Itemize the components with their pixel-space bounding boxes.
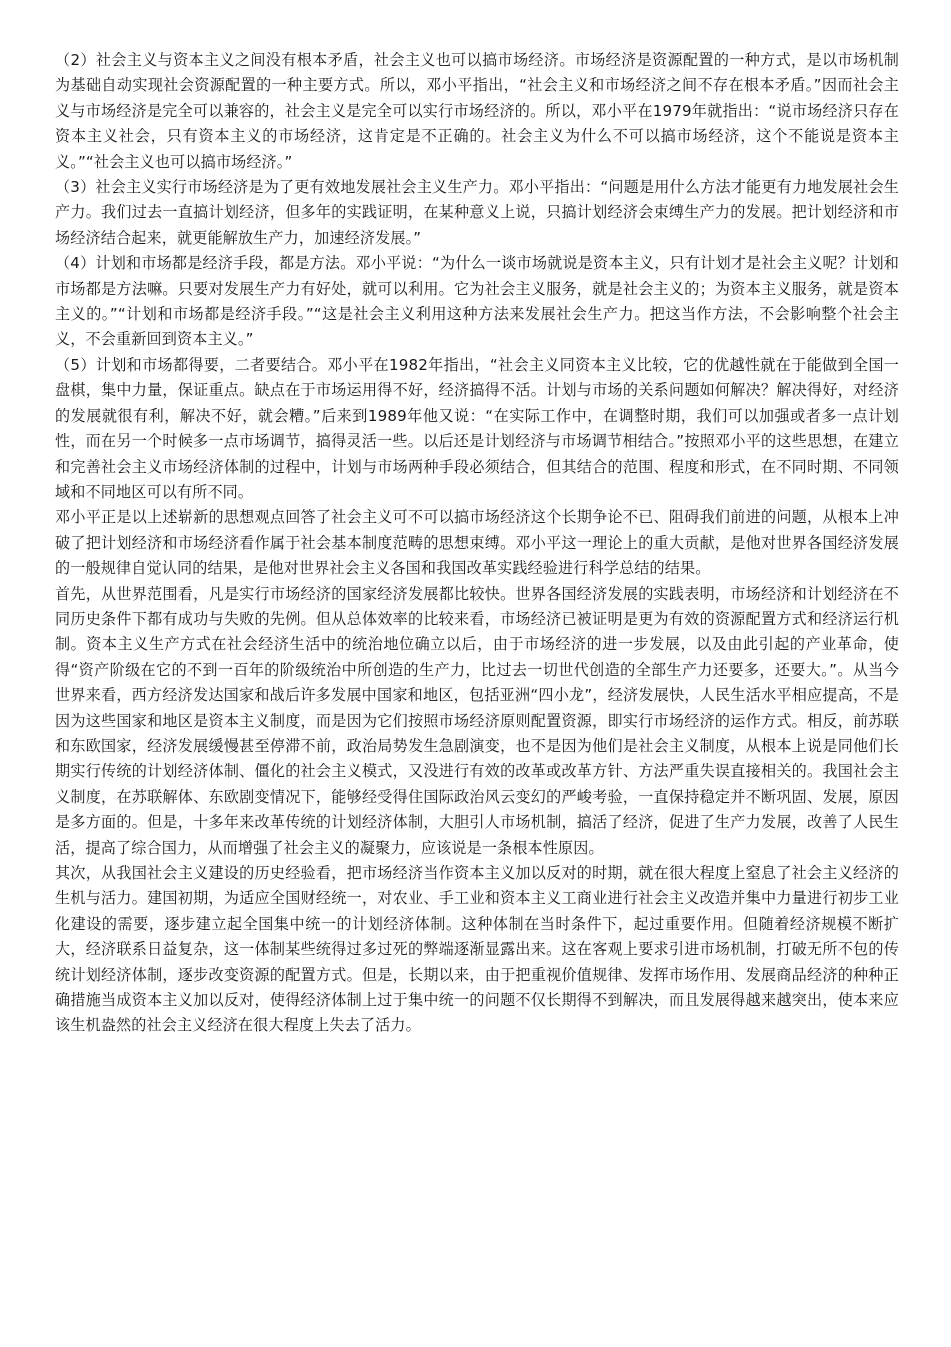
paragraph-summary: 邓小平正是以上述崭新的思想观点回答了社会主义可不可以搞市场经济这个长期争论不已、阻碍我们前进的问题，从根本上冲破了把计划经济和市场经济看作属于社会基本制度范畴的思想束缚。邓小平这一理论上的重大贡献，是他对世界各国经济发展的一般规律自觉认同的结果，是他对世界社会主义各国和我国改革实践经验进行科学总结的结果。 xyxy=(55,508,899,578)
paragraph-first: 首先，从世界范围看，凡是实行市场经济的国家经济发展都比较快。世界各国经济发展的实践表明，市场经济和计划经济在不同历史条件下都有成功与失败的先例。但从总体效率的比较来看，市场经济已被证明是更为有效的资源配置方式和经济运行机制。资本主义生产方式在社会经济生活中的统治地位确立以后，由于市场经济的进一步发展，以及由此引起的产业革命，使得“资产阶级在它的不到一百年的阶级统治中所创造的生产力，比过去一切世代创造的全部生产力还要多，还要大。”。从当今世界来看，西方经济发达国家和战后许多发展中国家和地区，包括亚洲“四小龙”，经济发展快，人民生活水平相应提高，不是因为这些国家和地区是资本主义制度，而是因为它们按照市场经济原则配置资源，即实行市场经济的运作方式。相反，前苏联和东欧国家，经济发展缓慢甚至停滞不前，政治局势发生急剧演变，也不是因为他们是社会主义制度，从根本上说是同他们长期实行传统的计划经济体制、僵化的社会主义模式，又没进行有效的改革或改革方针、方法严重失误直接相关的。我国社会主义制度，在苏联解体、东欧剧变情况下，能够经受得住国际政治风云变幻的严峻考验，一直保持稳定并不断巩固、发展，原因是多方面的。但是，十多年来改革传统的计划经济体制，大胆引人市场机制，搞活了经济，促进了生产力发展，改善了人民生活，提高了综合国力，从而增强了社会主义的凝聚力，应该说是一条根本性原因。 xyxy=(55,584,899,857)
paragraph-second: 其次，从我国社会主义建设的历史经验看，把市场经济当作资本主义加以反对的时期，就在很大程度上窒息了社会主义经济的生机与活力。建国初期，为适应全国财经统一，对农业、手工业和资本主义工商业进行社会主义改造并集中力量进行初步工业化建设的需要，逐步建立起全国集中统一的计划经济体制。这种体制在当时条件下，起过重要作用。但随着经济规模不断扩大，经济联系日益复杂，这一体制某些统得过多过死的弊端逐渐显露出来。这在客观上要求引进市场机制，打破无所不包的传统计划经济体制，逐步改变资源的配置方式。但是，长期以来，由于把重视价值规律、发挥市场作用、发展商品经济的种种正确措施当成资本主义加以反对，使得经济体制上过于集中统一的问题不仅长期得不到解决，而且发展得越来越突出，使本来应该生机盎然的社会主义经济在很大程度上失去了活力。 xyxy=(55,864,899,1035)
paragraph-point-3: （3）社会主义实行市场经济是为了更有效地发展社会主义生产力。邓小平指出：“问题是用什么方法才能更有力地发展社会生产力。我们过去一直搞计划经济，但多年的实践证明，在某种意义上说，只搞计划经济会束缚生产力的发展。把计划经济和市场经济结合起来，就更能解放生产力，加速经济发展。” xyxy=(55,178,899,247)
paragraph-point-2: （2）社会主义与资本主义之间没有根本矛盾，社会主义也可以搞市场经济。市场经济是资源配置的一种方式，是以市场机制为基础自动实现社会资源配置的一种主要方式。所以，邓小平指出，“社会主义和市场经济之间不存在根本矛盾。”因而社会主义与市场经济是完全可以兼容的，社会主义是完全可以实行市场经济的。所以，邓小平在1979年就指出：“说市场经济只存在资本主义社会，只有资本主义的市场经济，这肯定是不正确的。社会主义为什么不可以搞市场经济，这个不能说是资本主义。”“社会主义也可以搞市场经济。” xyxy=(55,51,899,171)
paragraph-point-5: （5）计划和市场都得要，二者要结合。邓小平在1982年指出，“社会主义同资本主义比较，它的优越性就在于能做到全国一盘棋，集中力量，保证重点。缺点在于市场运用得不好，经济搞得不活。计划与市场的关系问题如何解决？解决得好，对经济的发展就很有利，解决不好，就会糟。”后来到1989年他又说：“在实际工作中，在调整时期，我们可以加强或者多一点计划性，而在另一个时候多一点市场调节，搞得灵活一些。以后还是计划经济与市场调节相结合。”按照邓小平的这些思想，在建立和完善社会主义市场经济体制的过程中，计划与市场两种手段必须结合，但其结合的范围、程度和形式，在不同时期、不同领域和不同地区可以有所不同。 xyxy=(55,355,899,501)
paragraph-point-4: （4）计划和市场都是经济手段，都是方法。邓小平说：“为什么一谈市场就说是资本主义，只有计划才是社会主义呢？计划和市场都是方法嘛。只要对发展生产力有好处，就可以利用。它为社会主义服务，就是社会主义的；为资本主义服务，就是资本主义的。”“计划和市场都是经济手段。”“这是社会主义利用这种方法来发展社会生产力。把这当作方法，不会影响整个社会主义，不会重新回到资本主义。” xyxy=(55,254,899,349)
document-body xyxy=(55,48,899,1039)
